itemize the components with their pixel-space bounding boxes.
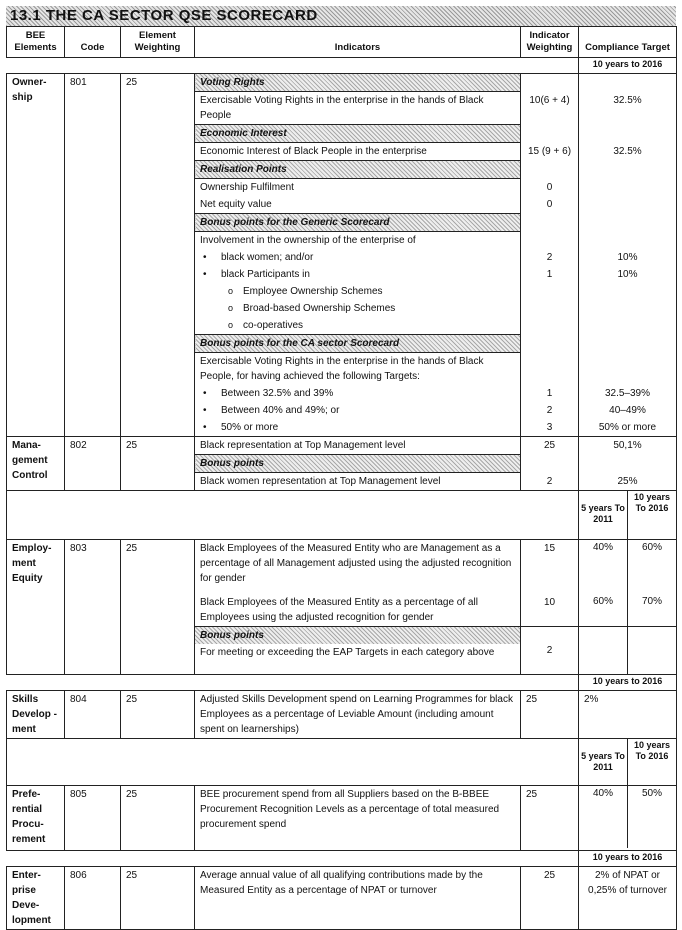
scorecard-table xyxy=(6,26,677,930)
weight-voting-rights: 10(6 + 4) xyxy=(521,92,579,125)
period-row-enterprise xyxy=(7,851,677,867)
split-5yr-employment: 5 years To 2011 xyxy=(581,503,625,524)
code-enterprise: 806 xyxy=(65,867,121,930)
indicator-involvement: Involvement in the ownership of the enterprise of xyxy=(195,232,521,250)
tier-1: • Between 32.5% and 39% xyxy=(195,385,521,402)
heading-bonus-ca: Bonus points for the CA sector Scorecard xyxy=(195,335,521,353)
section-title: 13.1 THE CA SECTOR QSE SCORECARD xyxy=(6,6,676,26)
code-skills: 804 xyxy=(65,691,121,739)
indicator-economic-interest: Economic Interest of Black People in the enterprise xyxy=(195,143,521,161)
split-10yr-employment: 10 years To 2016 xyxy=(627,491,676,539)
scheme-cooperatives: o co-operatives xyxy=(195,317,521,335)
element-enterprise: Enter-prise Deve-lopment xyxy=(7,867,65,930)
period-row-skills xyxy=(7,675,677,691)
tier-3: • 50% or more xyxy=(195,419,521,437)
header-compliance-target: Compliance Target xyxy=(579,27,677,58)
header-row xyxy=(7,27,677,58)
scheme-broad-based: o Broad-based Ownership Schemes xyxy=(195,300,521,317)
code-ownership: 801 xyxy=(65,74,121,437)
heading-realisation-points: Realisation Points xyxy=(195,161,521,179)
heading-bonus-generic: Bonus points for the Generic Scorecard xyxy=(195,214,521,232)
weight-top-management: 25 xyxy=(521,437,579,455)
target-period-enterprise: 10 years to 2016 xyxy=(579,851,677,867)
t10-employment-all: 70% xyxy=(627,594,676,626)
weight-women-management: 2 xyxy=(521,473,579,491)
element-employment: Employ-ment Equity xyxy=(7,540,65,627)
heading-employment-bonus: Bonus points xyxy=(195,627,520,644)
split-5yr-procurement: 5 years To 2011 xyxy=(581,751,625,772)
t5-employment-all: 60% xyxy=(592,596,613,607)
t10-employment-management: 60% xyxy=(627,540,676,594)
indicator-procurement: BEE procurement spend from all Suppliers based on the B-BBEE Procurement Recognition Levels as a percentage of total measured procurement spend xyxy=(195,786,521,851)
weighting-procurement: 25 xyxy=(121,786,195,851)
target-skills: 2% xyxy=(579,691,677,739)
weight-employment-management: 15 xyxy=(521,540,579,595)
element-ownership: Owner-ship xyxy=(7,74,65,437)
weight-ownership-fulfilment: 0 xyxy=(521,179,579,197)
heading-management-bonus: Bonus points xyxy=(195,455,521,473)
target-period: 10 years to 2016 xyxy=(579,58,677,74)
indicator-women-management: Black women representation at Top Management level xyxy=(195,473,521,491)
weight-tier-3: 3 xyxy=(521,419,579,437)
split-row-employment xyxy=(7,491,677,540)
t5-procurement: 40% xyxy=(592,788,613,799)
target-economic-interest: 32.5% xyxy=(579,143,677,161)
weight-black-women: 2 xyxy=(521,249,579,266)
header-bee-elements: BEE Elements xyxy=(7,27,65,58)
indicator-ownership-fulfilment: Ownership Fulfilment xyxy=(195,179,521,197)
indicator-black-women: • black women; and/or xyxy=(195,249,521,266)
indicator-employment-all: Black Employees of the Measured Entity as a percentage of all Employees using the adjusted recognition for gender xyxy=(195,594,521,627)
t10-procurement: 50% xyxy=(627,786,676,848)
weighting-management: 25 xyxy=(121,437,195,491)
target-period-skills: 10 years to 2016 xyxy=(579,675,677,691)
heading-voting-rights: Voting Rights xyxy=(195,74,521,92)
weight-eap: 2 xyxy=(521,627,579,675)
header-element-weighting: Element Weighting xyxy=(121,27,195,58)
weight-enterprise: 25 xyxy=(521,867,579,930)
indicator-bonus-ca: Exercisable Voting Rights in the enterprise in the hands of Black People, for having achieved the following Targets: xyxy=(195,353,521,386)
indicator-top-management: Black representation at Top Management level xyxy=(195,437,521,455)
target-tier-1: 32.5–39% xyxy=(579,385,677,402)
weight-procurement: 25 xyxy=(521,786,579,851)
target-tier-3: 50% or more xyxy=(579,419,677,437)
weighting-ownership: 25 xyxy=(121,74,195,437)
target-top-management: 50,1% xyxy=(579,437,677,455)
scheme-employee: o Employee Ownership Schemes xyxy=(195,283,521,300)
code-management: 802 xyxy=(65,437,121,491)
weight-net-equity: 0 xyxy=(521,196,579,214)
indicator-employment-management: Black Employees of the Measured Entity who are Management as a percentage of all Management adjusted using the adjusted recognition for gender xyxy=(195,540,521,595)
weighting-employment: 25 xyxy=(121,540,195,627)
period-row-ownership xyxy=(7,58,677,74)
header-indicators: Indicators xyxy=(195,27,521,58)
target-black-participants: 10% xyxy=(579,266,677,283)
target-tier-2: 40–49% xyxy=(579,402,677,419)
indicator-black-participants: • black Participants in xyxy=(195,266,521,283)
weighting-enterprise: 25 xyxy=(121,867,195,930)
split-row-procurement xyxy=(7,739,677,786)
indicator-enterprise: Average annual value of all qualifying contributions made by the Measured Entity as a percentage of NPAT or turnover xyxy=(195,867,521,930)
t5-employment-management: 40% xyxy=(592,542,613,553)
target-women-management: 25% xyxy=(579,473,677,491)
indicator-skills: Adjusted Skills Development spend on Learning Programmes for black Employees as a percentage of Leviable Amount (including amount spent on learnerships) xyxy=(195,691,521,739)
tier-2: • Between 40% and 49%; or xyxy=(195,402,521,419)
weight-black-participants: 1 xyxy=(521,266,579,283)
target-voting-rights: 32.5% xyxy=(579,92,677,125)
target-black-women: 10% xyxy=(579,249,677,266)
weight-employment-all: 10 xyxy=(521,594,579,627)
indicator-eap: For meeting or exceeding the EAP Targets in each category above xyxy=(200,647,495,658)
heading-economic-interest: Economic Interest xyxy=(195,125,521,143)
header-indicator-weighting: Indicator Weighting xyxy=(521,27,579,58)
element-procurement: Prefe-rential Procu-rement xyxy=(7,786,65,851)
weighting-skills: 25 xyxy=(121,691,195,739)
code-procurement: 805 xyxy=(65,786,121,851)
weight-tier-1: 1 xyxy=(521,385,579,402)
weight-economic-interest: 15 (9 + 6) xyxy=(521,143,579,161)
indicator-voting-rights: Exercisable Voting Rights in the enterprise in the hands of Black People xyxy=(195,92,521,125)
weight-tier-2: 2 xyxy=(521,402,579,419)
indicator-net-equity: Net equity value xyxy=(195,196,521,214)
code-employment: 803 xyxy=(65,540,121,627)
target-enterprise: 2% of NPAT or 0,25% of turnover xyxy=(579,867,677,930)
split-10yr-procurement: 10 years To 2016 xyxy=(627,739,676,785)
weight-skills: 25 xyxy=(521,691,579,739)
element-skills: Skills Develop -ment xyxy=(7,691,65,739)
element-management: Mana-gement Control xyxy=(7,437,65,491)
header-code: Code xyxy=(65,27,121,58)
